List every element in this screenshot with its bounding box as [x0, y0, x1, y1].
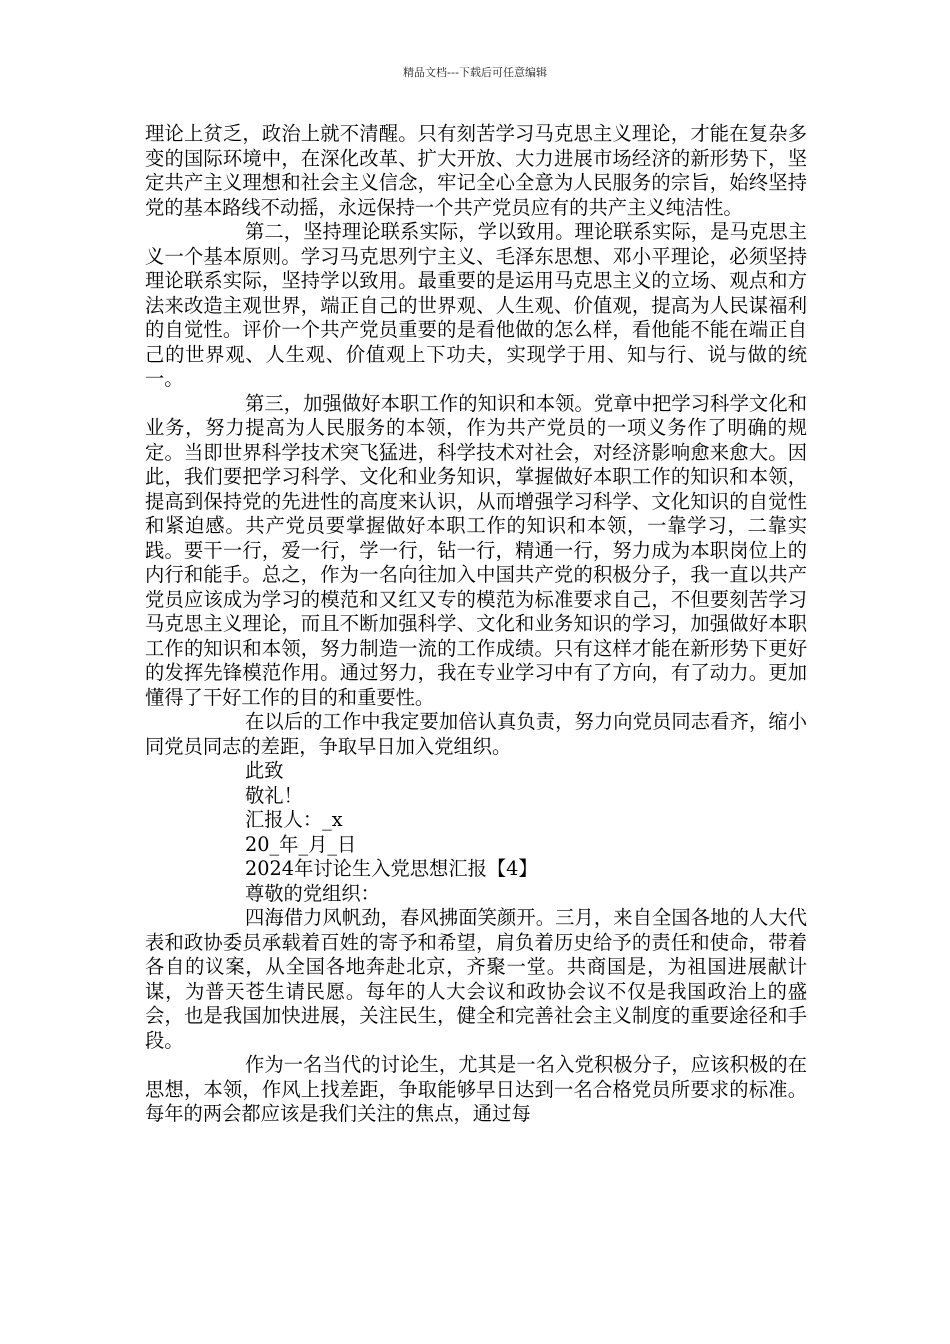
page-header: 精品文档---下载后可任意编辑	[403, 66, 547, 79]
paragraph-third-point: 第三，加强做好本职工作的知识和本领。党章中把学习科学文化和业务，努力提高为人民服务的本领，作为共产党员的一项义务作了明确的规定。当即世界科学技术突飞猛进，科学技术对社会，对经济影响愈来愈大。因此，我们要把学习科学、文化和业务知识，掌握做好本职工作的知识和本领，提高到保持党的先进性的高度来认识，从而增强学习科学、文化知识的自觉性和紧迫感。共产党员要掌握做好本职工作的知识和本领，一靠学习，二靠实践。要干一行，爱一行，学一行，钻一行，精通一行，努力成为本职岗位上的内行和能手。总之，作为一名向往加入中国共产党的积极分子，我一直以共产党员应该成为学习的模范和又红又专的模范为标准要求自己，不但要刻苦学习马克思主义理论，而且不断加强科学、文化和业务知识的学习，加强做好本职工作的知识和本领，努力制造一流的工作成绩。只有这样才能在新形势下更好的发挥先锋模范作用。通过努力，我在专业学习中有了方向，有了动力。更加懂得了干好工作的目的和重要性。	[145, 391, 807, 709]
paragraph-future-work: 在以后的工作中我定要加倍认真负责，努力向党员同志看齐，缩小同党员同志的差距，争取早日加入党组织。	[145, 710, 807, 758]
paragraph-graduate-student: 作为一名当代的讨论生，尤其是一名入党积极分子，应该积极的在思想，本领，作风上找差距，争取能够早日达到一名合格党员所要求的标准。每年的两会都应该是我们关注的焦点，通过每	[145, 1053, 807, 1125]
greeting: 尊敬的党组织：	[245, 881, 380, 905]
paragraph-second-point: 第二，坚持理论联系实际，学以致用。理论联系实际，是马克思主义一个基本原则。学习马克思列宁主义、毛泽东思想、邓小平理论，必须坚持理论联系实际，坚持学以致用。最重要的是运用马克思主义的立场、观点和方法来改造主观世界，端正自己的世界观、人生观、价值观，提高为人民谋福利的自觉性。评价一个共产党员重要的是看他做的怎么样，看他能不能在端正自己的世界观、人生观、价值观上下功夫，实现学于用、知与行、说与做的统一。	[145, 220, 807, 390]
paragraph-two-sessions: 四海借力风帆劲，春风拂面笑颜开。三月，来自全国各地的人大代表和政协委员承载着百姓的寄予和希望，肩负着历史给予的责任和使命，带着各自的议案，从全国各地奔赴北京，齐聚一堂。共商国是，为祖国进展献计谋，为普天苍生请民愿。每年的人大会议和政协会议不仅是我国政治上的盛会，也是我国加快进展，关注民生，健全和完善社会主义制度的重要途径和手段。	[145, 906, 807, 1052]
paragraph-theory-continuation: 理论上贫乏，政治上就不清醒。只有刻苦学习马克思主义理论，才能在复杂多变的国际环境中，在深化改革、扩大开放、大力进展市场经济的新形势下，坚定共产主义理想和社会主义信念，牢记全心全意为人民服务的宗旨，始终坚持党的基本路线不动摇，永远保持一个共产党员应有的共产主义纯洁性。	[145, 122, 807, 219]
closing-regards: 敬礼！	[245, 783, 303, 807]
reporter-signature: 汇报人：_x	[245, 808, 343, 831]
document-body	[145, 122, 807, 1127]
closing-salutation: 此致	[245, 759, 284, 782]
report-date: 20_年_月_日	[245, 832, 357, 856]
section-title: 2024年讨论生入党思想汇报【4】	[245, 857, 538, 880]
